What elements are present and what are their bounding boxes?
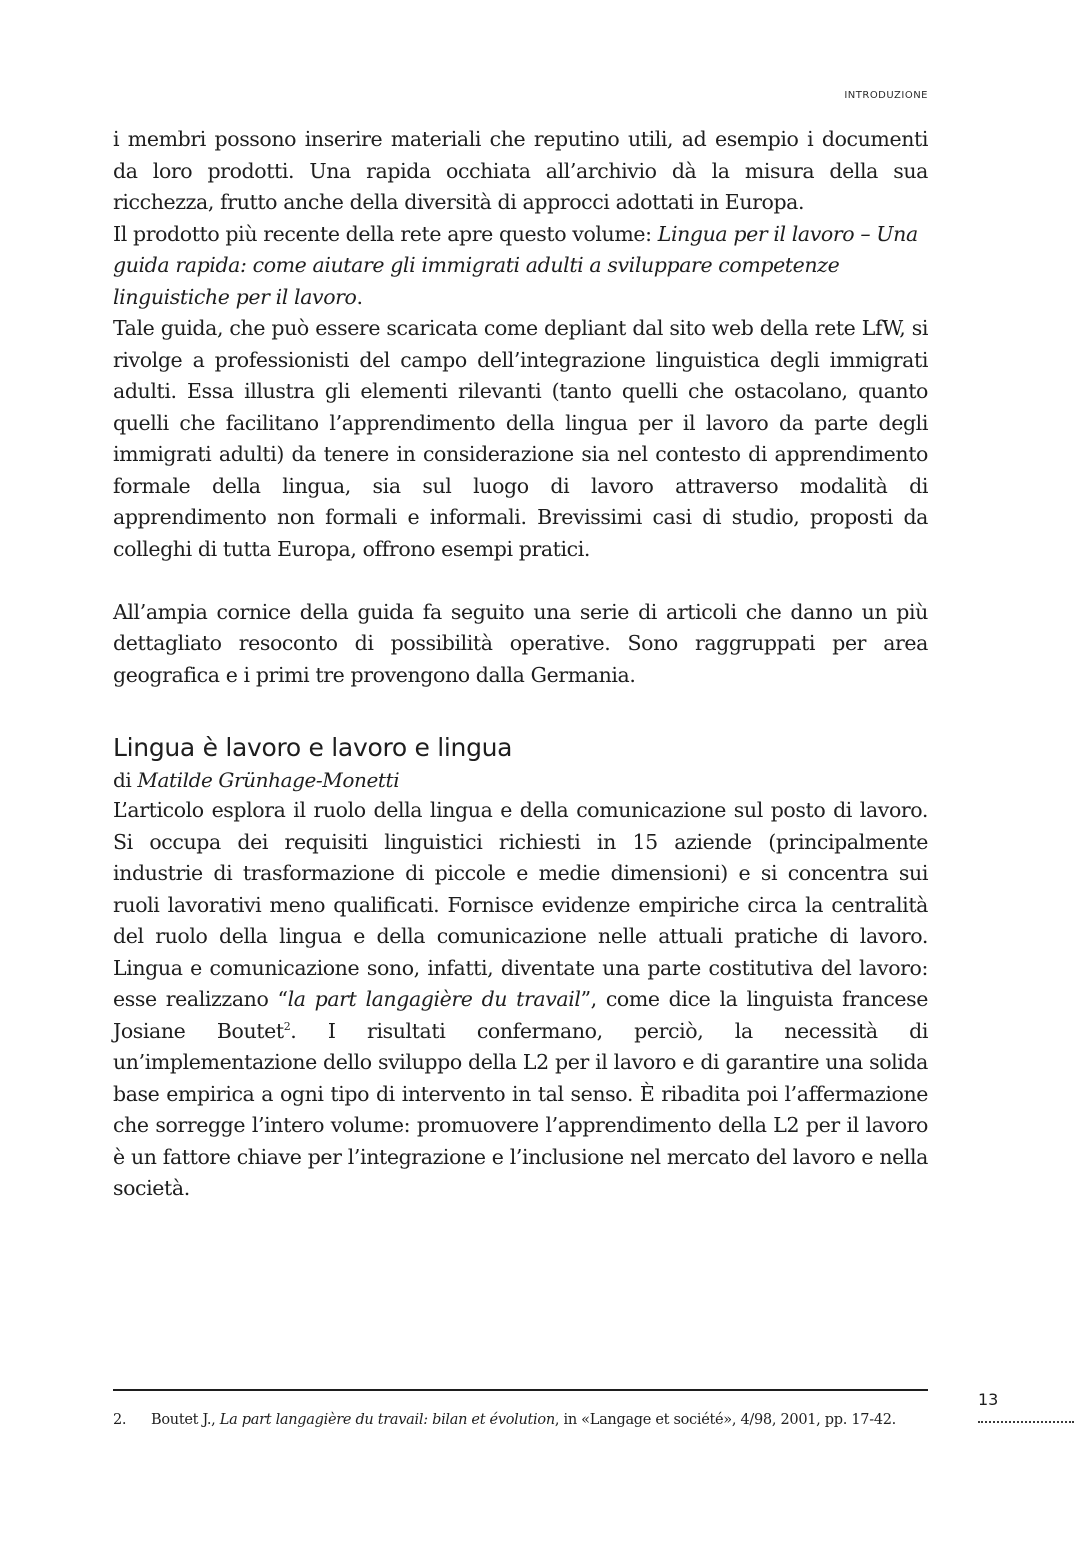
paragraph-articles-overview: All’ampia cornice della guida fa seguito una serie di articoli che danno un più dettagliato resoconto di possibilità operative. Sono raggruppati per area geografica e i primi tre provengono dalla Germania.	[113, 599, 928, 687]
article-abstract	[113, 795, 928, 1205]
guide-title: Lingua per il lavoro – Una guida rapida: come aiutare gli immigrati adulti a sviluppare competenze linguistiche per il lavoro	[113, 221, 918, 309]
byline-prefix: di	[113, 768, 138, 792]
paragraph-latest-product-lead: Il prodotto più recente della rete apre questo volume:	[113, 221, 658, 246]
abstract-part-1: L’articolo esplora il ruolo della lingua e della comunicazione sul posto di lavoro. Si occupa dei requisiti linguistici richiesti in 15 aziende (principalmente industrie di trasformazione di piccole e medie dimensioni) e si concentra sui ruoli lavorativi meno qualificati. Fornisce evidenze empiriche circa la centralità del ruolo della lingua e della comunicazione nelle attuali pratiche di lavoro. Lingua e comunicazione sono, infatti, diventate una parte costitutiva del lavoro: esse realizzano “	[113, 798, 928, 1011]
footnote-number: 2.	[113, 1412, 127, 1428]
footnote-rule	[113, 1389, 928, 1391]
page-number: 13	[978, 1390, 999, 1409]
paragraph-latest-product	[113, 219, 928, 314]
footnote-work-title: La part langagière du travail: bilan et évolution	[219, 1412, 555, 1428]
footnote	[113, 1410, 943, 1430]
author-name: Matilde Grünhage-Monetti	[137, 768, 400, 792]
footnote-source: , in «Langage et société», 4/98, 2001, pp. 17-42.	[554, 1412, 896, 1428]
abstract-part-3: . I risultati confermano, perciò, la necessità di un’implementazione dello sviluppo della L2 per il lavoro e di garantire una solida base empirica a ogni tipo di intervento in tal senso. È ribadita poi l’affermazione che sorregge l’intero volume: promuovere l’apprendimento della L2 per il lavoro è un fattore chiave per l’integrazione e l’inclusione nel mercato del lavoro e nella società.	[113, 1018, 928, 1200]
footnote-reference[interactable]: 2	[283, 1019, 291, 1033]
paragraph-gap	[113, 565, 928, 597]
section-gap	[113, 691, 928, 731]
footnote-author: Boutet J.,	[151, 1412, 220, 1428]
article-byline	[113, 765, 928, 795]
page-number-dotted-rule	[978, 1421, 1074, 1423]
article-title: Lingua è lavoro e lavoro e lingua	[113, 733, 513, 762]
paragraph-latest-product-end: .	[356, 284, 363, 309]
running-head: INTRODUZIONE	[844, 90, 928, 101]
body-text	[113, 124, 928, 1205]
abstract-part-2: ”, come dice la linguista francese Josiane Boutet	[113, 987, 929, 1043]
paragraph-archive: i membri possono inserire materiali che reputino utili, ad esempio i documenti da loro prodotti. Una rapida occhiata all’archivio dà la misura della sua ricchezza, frutto anche della diversità di approcci adottati in Europa.	[113, 127, 928, 214]
paragraph-guide-description: Tale guida, che può essere scaricata come depliant dal sito web della rete LfW, si rivolge a professionisti del campo dell’integrazione linguistica degli immigrati adulti. Essa illustra gli elementi rilevanti (tanto quelli che ostacolano, quanto quelli che facilitano l’apprendimento della lingua per il lavoro da parte degli immigrati adulti) da tenere in considerazione sia nel contesto di apprendimento formale della lingua, sia sul luogo di lavoro attraverso modalità di apprendimento non formali e informali. Brevissimi casi di studio, proposti da colleghi di tutta Europa, offrono esempi pratici.	[113, 316, 928, 561]
abstract-quote: la part langagière du travail	[287, 987, 581, 1011]
